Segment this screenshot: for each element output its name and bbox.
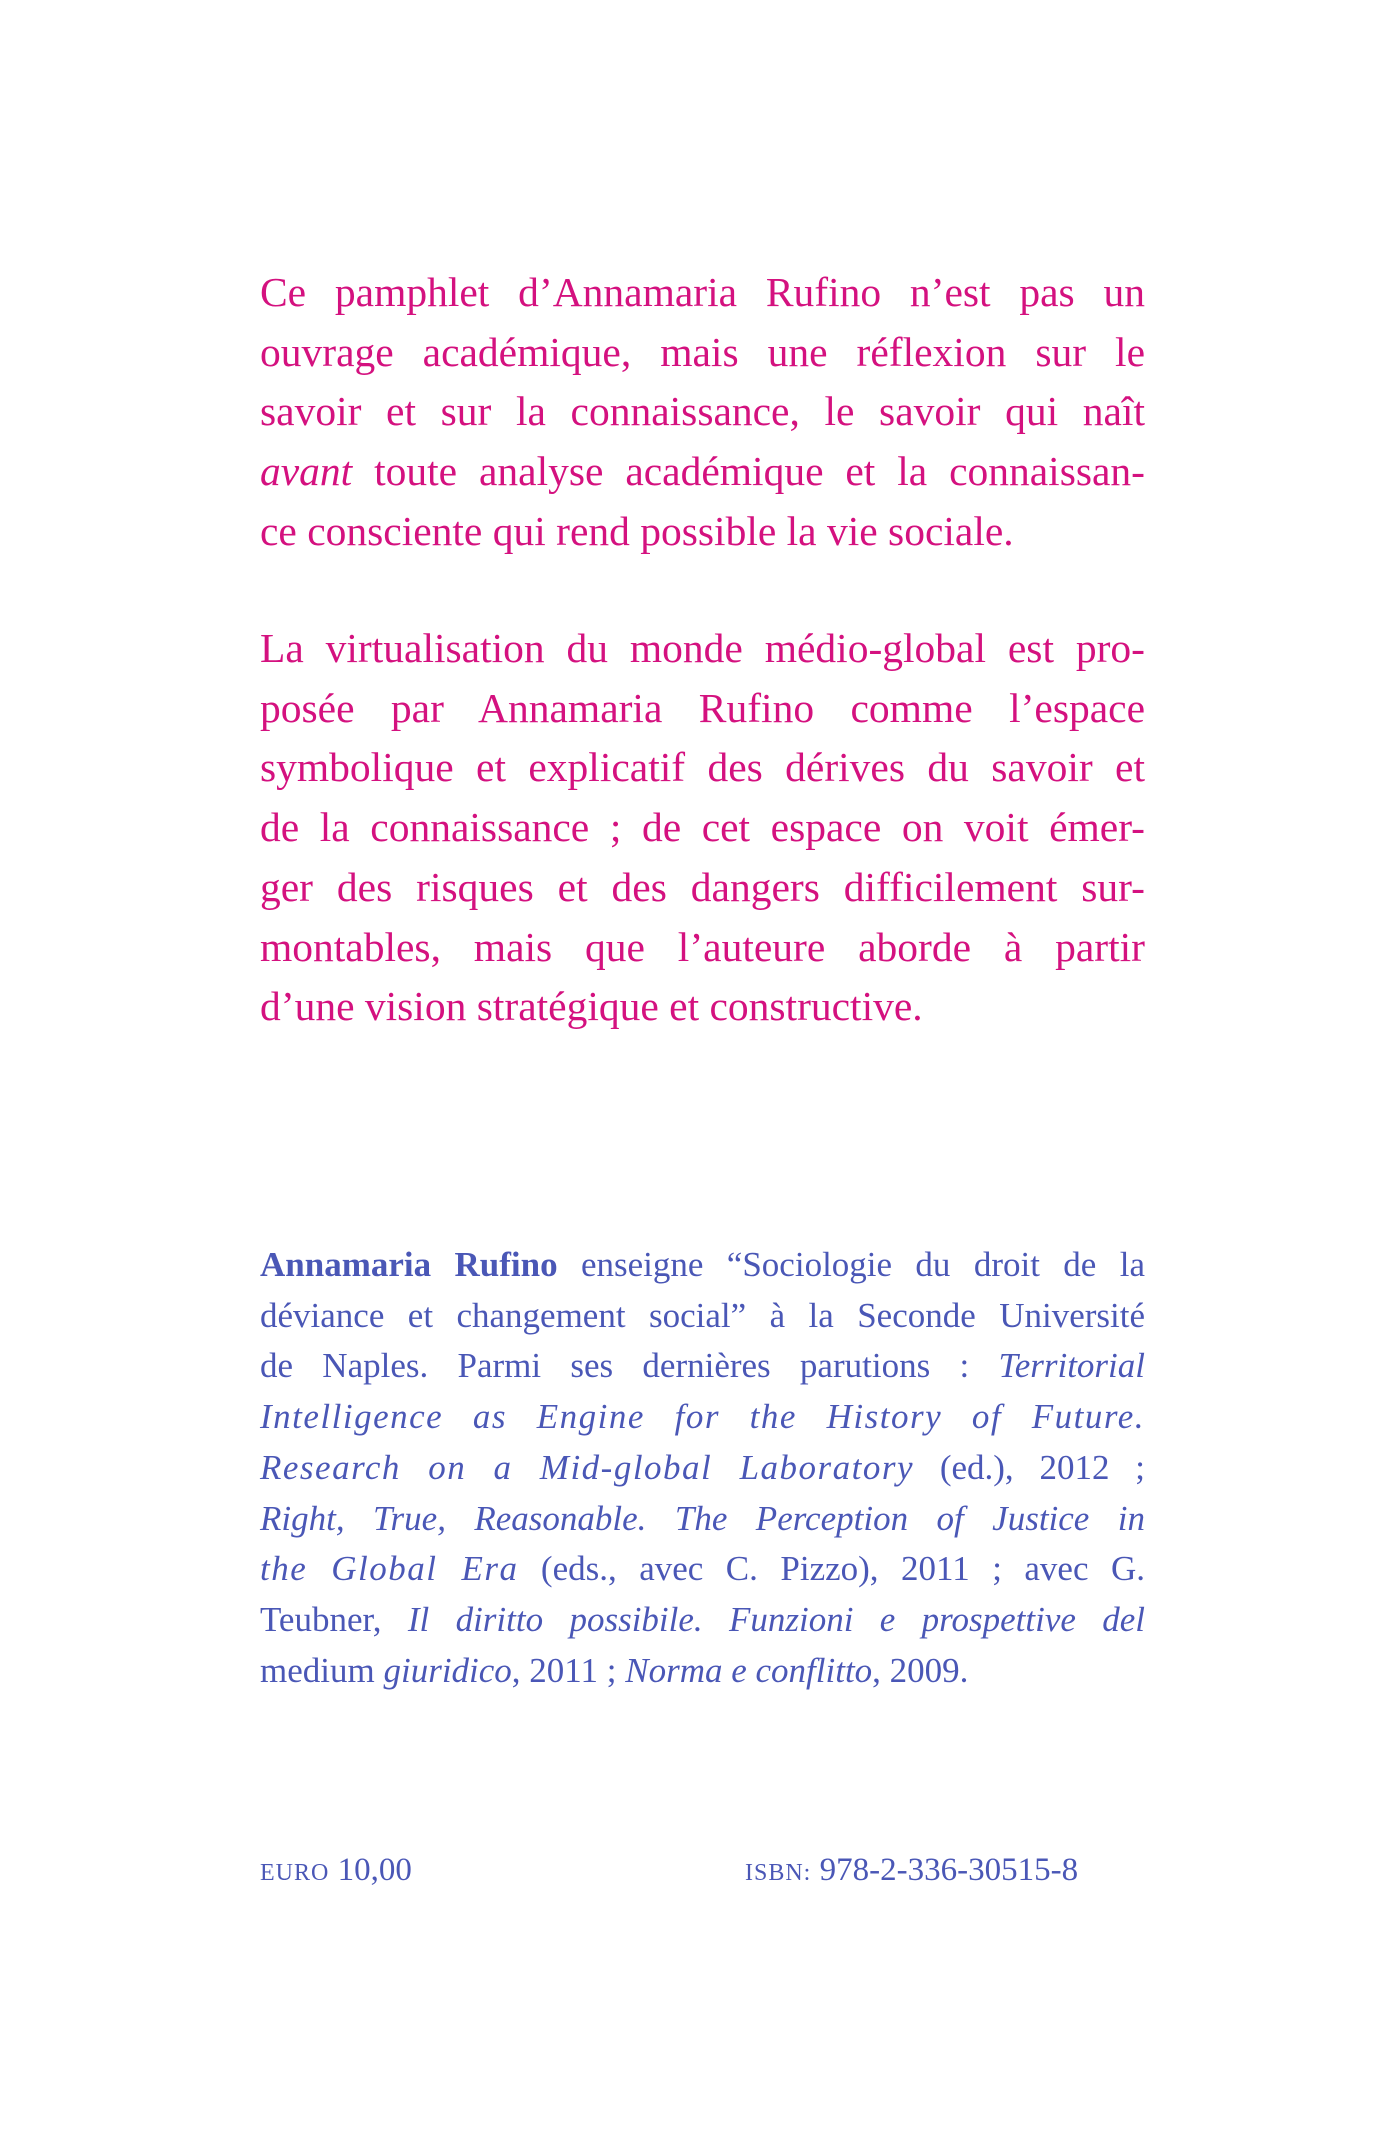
bio-text: , 2011 ; <box>511 1650 626 1690</box>
blurb-line <box>260 442 1145 502</box>
bio-line: déviance et changement social” à la Seconde Université <box>260 1295 1145 1335</box>
blurb-line: ouvrage académique, mais une réflexion sur le <box>260 328 1145 375</box>
bio-text: Teubner, <box>260 1599 408 1639</box>
blurb-line: posée par Annamaria Rufino comme l’espace <box>260 684 1145 731</box>
blurb-line: ger des risques et des dangers difficilement sur- <box>260 863 1145 910</box>
blurb-line-rest: toute analyse académique et la connaissan- <box>374 448 1146 495</box>
bio-text: enseigne “Sociologie du droit de la <box>557 1245 1145 1284</box>
price <box>260 1850 412 1893</box>
bio-line <box>260 1544 1145 1595</box>
bio-title: giuridico <box>383 1650 512 1690</box>
isbn-label: ISBN: <box>745 1860 812 1886</box>
bio-text: medium <box>260 1650 384 1690</box>
blurb-line: La virtualisation du monde médio-global est pro- <box>260 625 1145 671</box>
blurb-paragraph-1 <box>260 263 1145 562</box>
bio-line <box>260 1240 1145 1291</box>
bio-title: Right, True, Reasonable. The Perception of Justice in <box>260 1498 1145 1538</box>
bio-text: (ed.), 2012 ; <box>914 1447 1145 1487</box>
bio-line <box>260 1646 1145 1697</box>
price-value: 10,00 <box>337 1852 412 1888</box>
bio-line <box>260 1341 1145 1392</box>
blurb-line: savoir et sur la connaissance, le savoir qui naît <box>260 388 1145 435</box>
bio-title: Il diritto possibile. Funzioni e prospettive del <box>407 1599 1145 1639</box>
bio-line <box>260 1595 1145 1646</box>
blurb-line: de la connaissance ; de cet espace on voit émer- <box>260 804 1145 851</box>
bio-title: Norma e conflitto <box>625 1650 873 1690</box>
author-name: Annamaria Rufino <box>260 1245 558 1284</box>
bio-line <box>260 1392 1145 1443</box>
blurb-paragraph-2 <box>260 619 1145 1037</box>
bio-line <box>260 1443 1145 1494</box>
bio-title: Territorial <box>998 1346 1145 1386</box>
isbn <box>745 1850 1078 1893</box>
blurb-line: montables, mais que l’auteure aborde à partir <box>260 923 1145 970</box>
author-bio <box>260 1240 1145 1696</box>
blurb-line: symbolique et explicatif des dérives du savoir et <box>260 744 1145 791</box>
price-label: EURO <box>260 1860 330 1886</box>
bio-line <box>260 1494 1145 1545</box>
bio-title: the Global Era <box>260 1549 519 1589</box>
bio-text: (eds., avec C. Pizzo), 2011 ; avec G. <box>518 1549 1146 1589</box>
bio-title: Research on a Mid-global Laboratory <box>260 1447 915 1487</box>
isbn-value: 978-2-336-30515-8 <box>819 1852 1079 1888</box>
blurb-line: d’une vision stratégique et constructive. <box>260 983 923 1030</box>
bio-title: Intelligence as Engine for the History of Future. <box>260 1397 1145 1437</box>
blurb-line: Ce pamphlet d’Annamaria Rufino n’est pas un <box>260 269 1145 315</box>
bio-text: , 2009. <box>872 1650 969 1690</box>
bio-text: de Naples. Parmi ses dernières parutions : <box>260 1346 999 1386</box>
blurb-line: ce consciente qui rend possible la vie sociale. <box>260 507 1014 554</box>
blurb-emphasis: avant <box>260 448 353 495</box>
